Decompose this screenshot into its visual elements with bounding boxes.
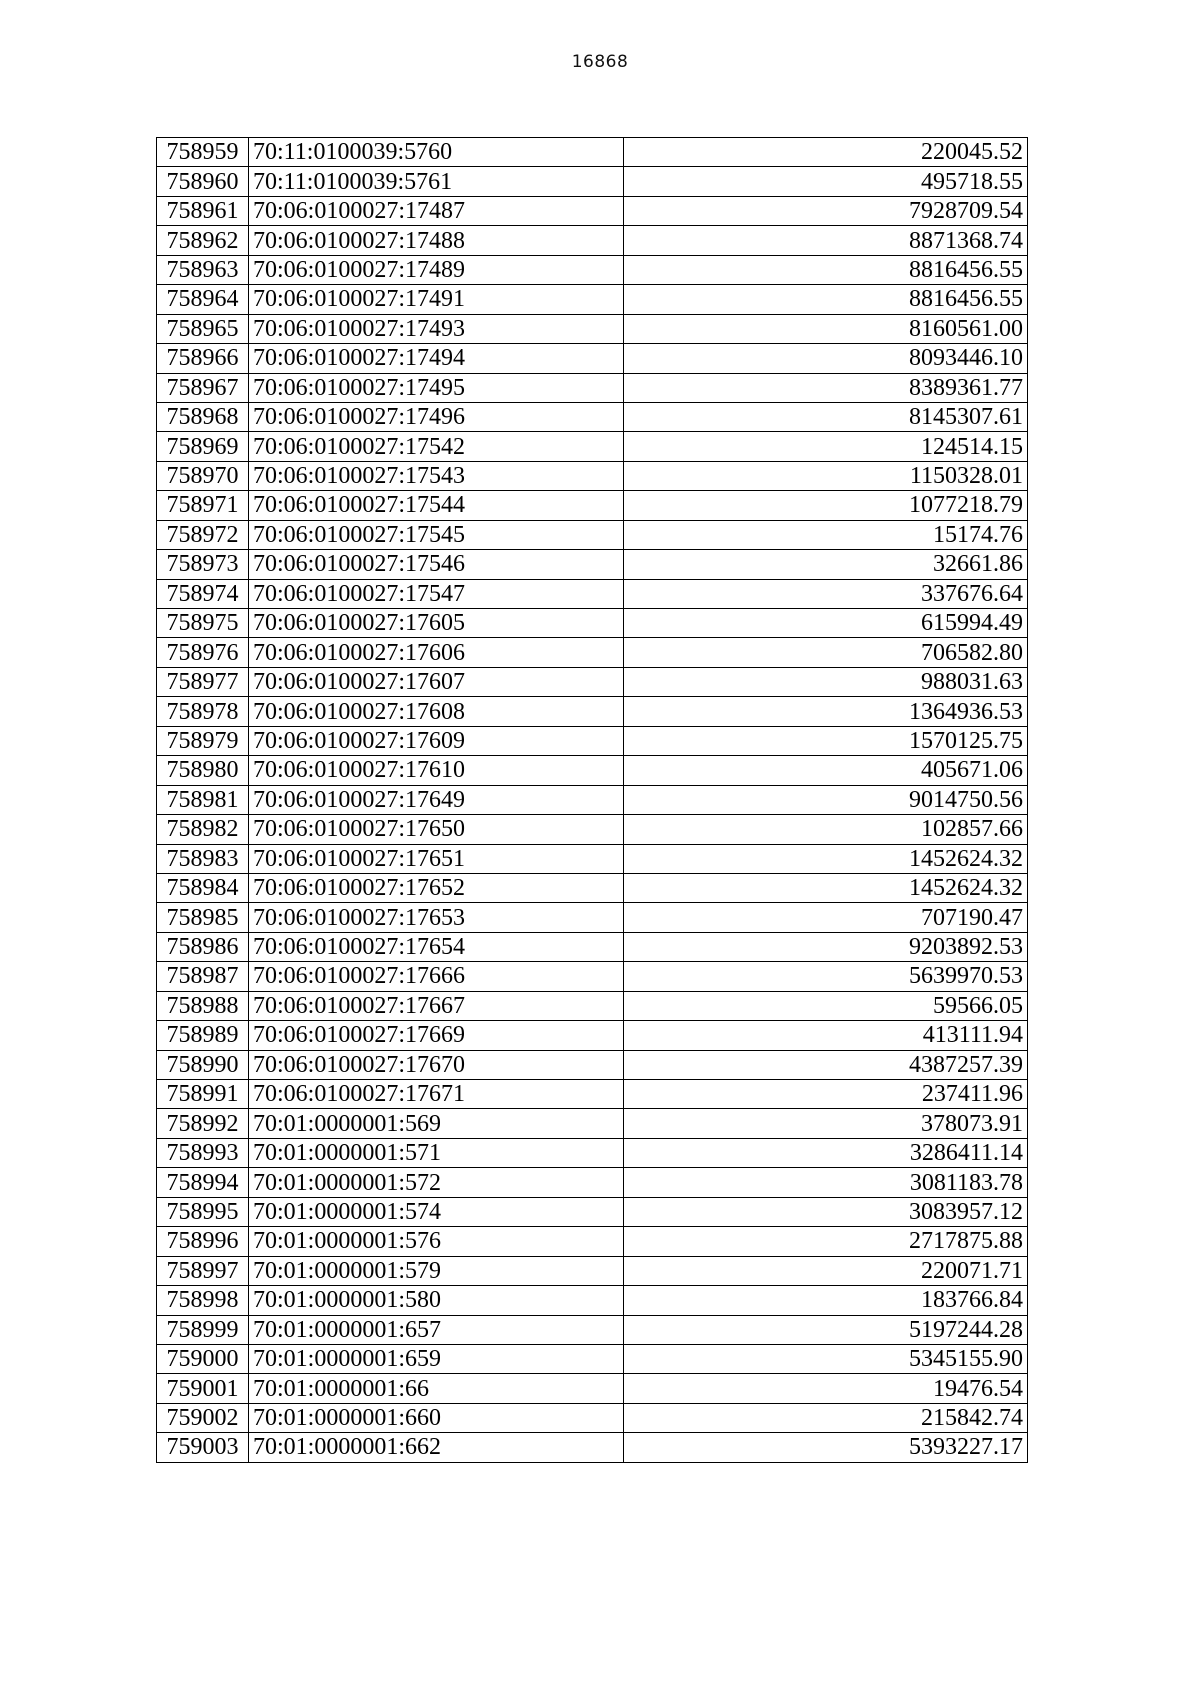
cadastral-value-cell: 32661.86: [624, 550, 1028, 579]
row-number-cell: 758987: [157, 962, 249, 991]
cadastral-number-cell: 70:01:0000001:662: [249, 1433, 624, 1462]
row-number-cell: 758986: [157, 932, 249, 961]
row-number-cell: 759001: [157, 1374, 249, 1403]
row-number-cell: 758982: [157, 815, 249, 844]
table-row: [157, 903, 1028, 932]
row-number-cell: 758991: [157, 1080, 249, 1109]
table-row: [157, 609, 1028, 638]
cadastral-number-cell: 70:06:0100027:17543: [249, 461, 624, 490]
table-row: [157, 785, 1028, 814]
cadastral-number-cell: 70:06:0100027:17545: [249, 520, 624, 549]
row-number-cell: 758974: [157, 579, 249, 608]
cadastral-number-cell: 70:06:0100027:17495: [249, 373, 624, 402]
table-row: [157, 138, 1028, 167]
table-row: [157, 1080, 1028, 1109]
cadastral-number-cell: 70:06:0100027:17491: [249, 285, 624, 314]
row-number-cell: 758989: [157, 1021, 249, 1050]
cadastral-value-cell: 8816456.55: [624, 255, 1028, 284]
cadastral-number-cell: 70:06:0100027:17489: [249, 255, 624, 284]
row-number-cell: 759000: [157, 1344, 249, 1373]
table-row: [157, 1433, 1028, 1462]
row-number-cell: 758997: [157, 1256, 249, 1285]
cadastral-value-cell: 215842.74: [624, 1403, 1028, 1432]
cadastral-value-cell: 5345155.90: [624, 1344, 1028, 1373]
cadastral-value-cell: 1452624.32: [624, 844, 1028, 873]
row-number-cell: 758970: [157, 461, 249, 490]
cadastral-value-cell: 3083957.12: [624, 1197, 1028, 1226]
page-number: 16868: [571, 52, 629, 72]
cadastral-value-cell: 183766.84: [624, 1286, 1028, 1315]
table-row: [157, 844, 1028, 873]
cadastral-number-cell: 70:06:0100027:17542: [249, 432, 624, 461]
row-number-cell: 758994: [157, 1168, 249, 1197]
table-row: [157, 226, 1028, 255]
cadastral-number-cell: 70:01:0000001:572: [249, 1168, 624, 1197]
row-number-cell: 758978: [157, 697, 249, 726]
cadastral-number-cell: 70:06:0100027:17487: [249, 196, 624, 225]
cadastral-number-cell: 70:01:0000001:569: [249, 1109, 624, 1138]
table-row: [157, 520, 1028, 549]
cadastral-number-cell: 70:06:0100027:17670: [249, 1050, 624, 1079]
table-row: [157, 991, 1028, 1020]
table-row: [157, 461, 1028, 490]
cadastral-number-cell: 70:06:0100027:17671: [249, 1080, 624, 1109]
cadastral-value-cell: 8160561.00: [624, 314, 1028, 343]
row-number-cell: 758977: [157, 667, 249, 696]
cadastral-number-cell: 70:01:0000001:579: [249, 1256, 624, 1285]
table-row: [157, 1021, 1028, 1050]
row-number-cell: 758976: [157, 638, 249, 667]
table-row: [157, 873, 1028, 902]
cadastral-value-cell: 413111.94: [624, 1021, 1028, 1050]
cadastral-number-cell: 70:06:0100027:17494: [249, 344, 624, 373]
table-row: [157, 1374, 1028, 1403]
cadastral-number-cell: 70:01:0000001:659: [249, 1344, 624, 1373]
cadastral-number-cell: 70:06:0100027:17667: [249, 991, 624, 1020]
cadastral-value-cell: 19476.54: [624, 1374, 1028, 1403]
row-number-cell: 758961: [157, 196, 249, 225]
table-row: [157, 196, 1028, 225]
table-row: [157, 432, 1028, 461]
cadastral-value-cell: 9203892.53: [624, 932, 1028, 961]
table-row: [157, 1050, 1028, 1079]
cadastral-value-cell: 9014750.56: [624, 785, 1028, 814]
table-row: [157, 1168, 1028, 1197]
table-row: [157, 314, 1028, 343]
table-row: [157, 167, 1028, 196]
cadastral-value-cell: 8145307.61: [624, 402, 1028, 431]
row-number-cell: 758999: [157, 1315, 249, 1344]
table-row: [157, 1286, 1028, 1315]
cadastral-value-cell: 8093446.10: [624, 344, 1028, 373]
row-number-cell: 758990: [157, 1050, 249, 1079]
cadastral-value-cell: 5197244.28: [624, 1315, 1028, 1344]
cadastral-number-cell: 70:06:0100027:17651: [249, 844, 624, 873]
table-row: [157, 402, 1028, 431]
cadastral-value-cell: 124514.15: [624, 432, 1028, 461]
cadastral-number-cell: 70:11:0100039:5761: [249, 167, 624, 196]
row-number-cell: 758992: [157, 1109, 249, 1138]
row-number-cell: 758971: [157, 491, 249, 520]
cadastral-number-cell: 70:01:0000001:574: [249, 1197, 624, 1226]
row-number-cell: 758968: [157, 402, 249, 431]
row-number-cell: 758966: [157, 344, 249, 373]
cadastral-value-cell: 1077218.79: [624, 491, 1028, 520]
cadastral-number-cell: 70:06:0100027:17654: [249, 932, 624, 961]
table-row: [157, 1403, 1028, 1432]
row-number-cell: 758959: [157, 138, 249, 167]
table-row: [157, 756, 1028, 785]
cadastral-number-cell: 70:06:0100027:17546: [249, 550, 624, 579]
row-number-cell: 758969: [157, 432, 249, 461]
cadastral-value-cell: 237411.96: [624, 1080, 1028, 1109]
row-number-cell: 758993: [157, 1138, 249, 1167]
table-row: [157, 932, 1028, 961]
cadastral-value-cell: 707190.47: [624, 903, 1028, 932]
row-number-cell: 759002: [157, 1403, 249, 1432]
row-number-cell: 758964: [157, 285, 249, 314]
cadastral-value-cell: 1150328.01: [624, 461, 1028, 490]
row-number-cell: 758960: [157, 167, 249, 196]
cadastral-value-cell: 405671.06: [624, 756, 1028, 785]
cadastral-value-cell: 988031.63: [624, 667, 1028, 696]
cadastral-value-cell: 495718.55: [624, 167, 1028, 196]
cadastral-value-cell: 2717875.88: [624, 1227, 1028, 1256]
table-row: [157, 491, 1028, 520]
cadastral-value-cell: 337676.64: [624, 579, 1028, 608]
cadastral-number-cell: 70:06:0100027:17669: [249, 1021, 624, 1050]
cadastral-number-cell: 70:06:0100027:17609: [249, 726, 624, 755]
cadastral-number-cell: 70:06:0100027:17666: [249, 962, 624, 991]
registry-table: [156, 137, 1028, 1463]
cadastral-number-cell: 70:06:0100027:17650: [249, 815, 624, 844]
row-number-cell: 758983: [157, 844, 249, 873]
table-row: [157, 726, 1028, 755]
cadastral-value-cell: 5393227.17: [624, 1433, 1028, 1462]
row-number-cell: 758995: [157, 1197, 249, 1226]
cadastral-number-cell: 70:06:0100027:17605: [249, 609, 624, 638]
cadastral-value-cell: 4387257.39: [624, 1050, 1028, 1079]
row-number-cell: 759003: [157, 1433, 249, 1462]
table-row: [157, 1256, 1028, 1285]
cadastral-value-cell: 378073.91: [624, 1109, 1028, 1138]
row-number-cell: 758985: [157, 903, 249, 932]
cadastral-value-cell: 8871368.74: [624, 226, 1028, 255]
cadastral-value-cell: 1570125.75: [624, 726, 1028, 755]
row-number-cell: 758963: [157, 255, 249, 284]
table-row: [157, 344, 1028, 373]
table-row: [157, 550, 1028, 579]
cadastral-number-cell: 70:06:0100027:17496: [249, 402, 624, 431]
cadastral-value-cell: 3286411.14: [624, 1138, 1028, 1167]
cadastral-number-cell: 70:06:0100027:17652: [249, 873, 624, 902]
row-number-cell: 758998: [157, 1286, 249, 1315]
table-row: [157, 1315, 1028, 1344]
row-number-cell: 758972: [157, 520, 249, 549]
cadastral-value-cell: 7928709.54: [624, 196, 1028, 225]
cadastral-number-cell: 70:01:0000001:657: [249, 1315, 624, 1344]
cadastral-number-cell: 70:01:0000001:66: [249, 1374, 624, 1403]
cadastral-value-cell: 220071.71: [624, 1256, 1028, 1285]
cadastral-value-cell: 102857.66: [624, 815, 1028, 844]
cadastral-number-cell: 70:06:0100027:17653: [249, 903, 624, 932]
table-row: [157, 1138, 1028, 1167]
cadastral-number-cell: 70:06:0100027:17606: [249, 638, 624, 667]
cadastral-value-cell: 1452624.32: [624, 873, 1028, 902]
cadastral-number-cell: 70:06:0100027:17649: [249, 785, 624, 814]
cadastral-number-cell: 70:01:0000001:576: [249, 1227, 624, 1256]
table-row: [157, 697, 1028, 726]
cadastral-number-cell: 70:11:0100039:5760: [249, 138, 624, 167]
table-row: [157, 815, 1028, 844]
table-row: [157, 1197, 1028, 1226]
table-row: [157, 1109, 1028, 1138]
cadastral-number-cell: 70:01:0000001:660: [249, 1403, 624, 1432]
table-row: [157, 373, 1028, 402]
cadastral-value-cell: 5639970.53: [624, 962, 1028, 991]
cadastral-value-cell: 15174.76: [624, 520, 1028, 549]
table-row: [157, 255, 1028, 284]
cadastral-value-cell: 8816456.55: [624, 285, 1028, 314]
cadastral-value-cell: 220045.52: [624, 138, 1028, 167]
table-row: [157, 1227, 1028, 1256]
table-row: [157, 1344, 1028, 1373]
cadastral-number-cell: 70:06:0100027:17608: [249, 697, 624, 726]
row-number-cell: 758965: [157, 314, 249, 343]
registry-table-body: [157, 138, 1028, 1463]
cadastral-value-cell: 59566.05: [624, 991, 1028, 1020]
cadastral-number-cell: 70:06:0100027:17547: [249, 579, 624, 608]
cadastral-value-cell: 3081183.78: [624, 1168, 1028, 1197]
cadastral-number-cell: 70:06:0100027:17544: [249, 491, 624, 520]
cadastral-number-cell: 70:01:0000001:571: [249, 1138, 624, 1167]
row-number-cell: 758984: [157, 873, 249, 902]
table-row: [157, 667, 1028, 696]
table-row: [157, 962, 1028, 991]
cadastral-number-cell: 70:06:0100027:17493: [249, 314, 624, 343]
row-number-cell: 758975: [157, 609, 249, 638]
row-number-cell: 758967: [157, 373, 249, 402]
row-number-cell: 758962: [157, 226, 249, 255]
row-number-cell: 758996: [157, 1227, 249, 1256]
cadastral-number-cell: 70:06:0100027:17488: [249, 226, 624, 255]
cadastral-number-cell: 70:06:0100027:17607: [249, 667, 624, 696]
row-number-cell: 758981: [157, 785, 249, 814]
cadastral-number-cell: 70:06:0100027:17610: [249, 756, 624, 785]
cadastral-value-cell: 615994.49: [624, 609, 1028, 638]
row-number-cell: 758988: [157, 991, 249, 1020]
row-number-cell: 758973: [157, 550, 249, 579]
cadastral-number-cell: 70:01:0000001:580: [249, 1286, 624, 1315]
table-row: [157, 638, 1028, 667]
table-row: [157, 579, 1028, 608]
table-row: [157, 285, 1028, 314]
row-number-cell: 758980: [157, 756, 249, 785]
cadastral-value-cell: 8389361.77: [624, 373, 1028, 402]
cadastral-value-cell: 706582.80: [624, 638, 1028, 667]
cadastral-value-cell: 1364936.53: [624, 697, 1028, 726]
row-number-cell: 758979: [157, 726, 249, 755]
